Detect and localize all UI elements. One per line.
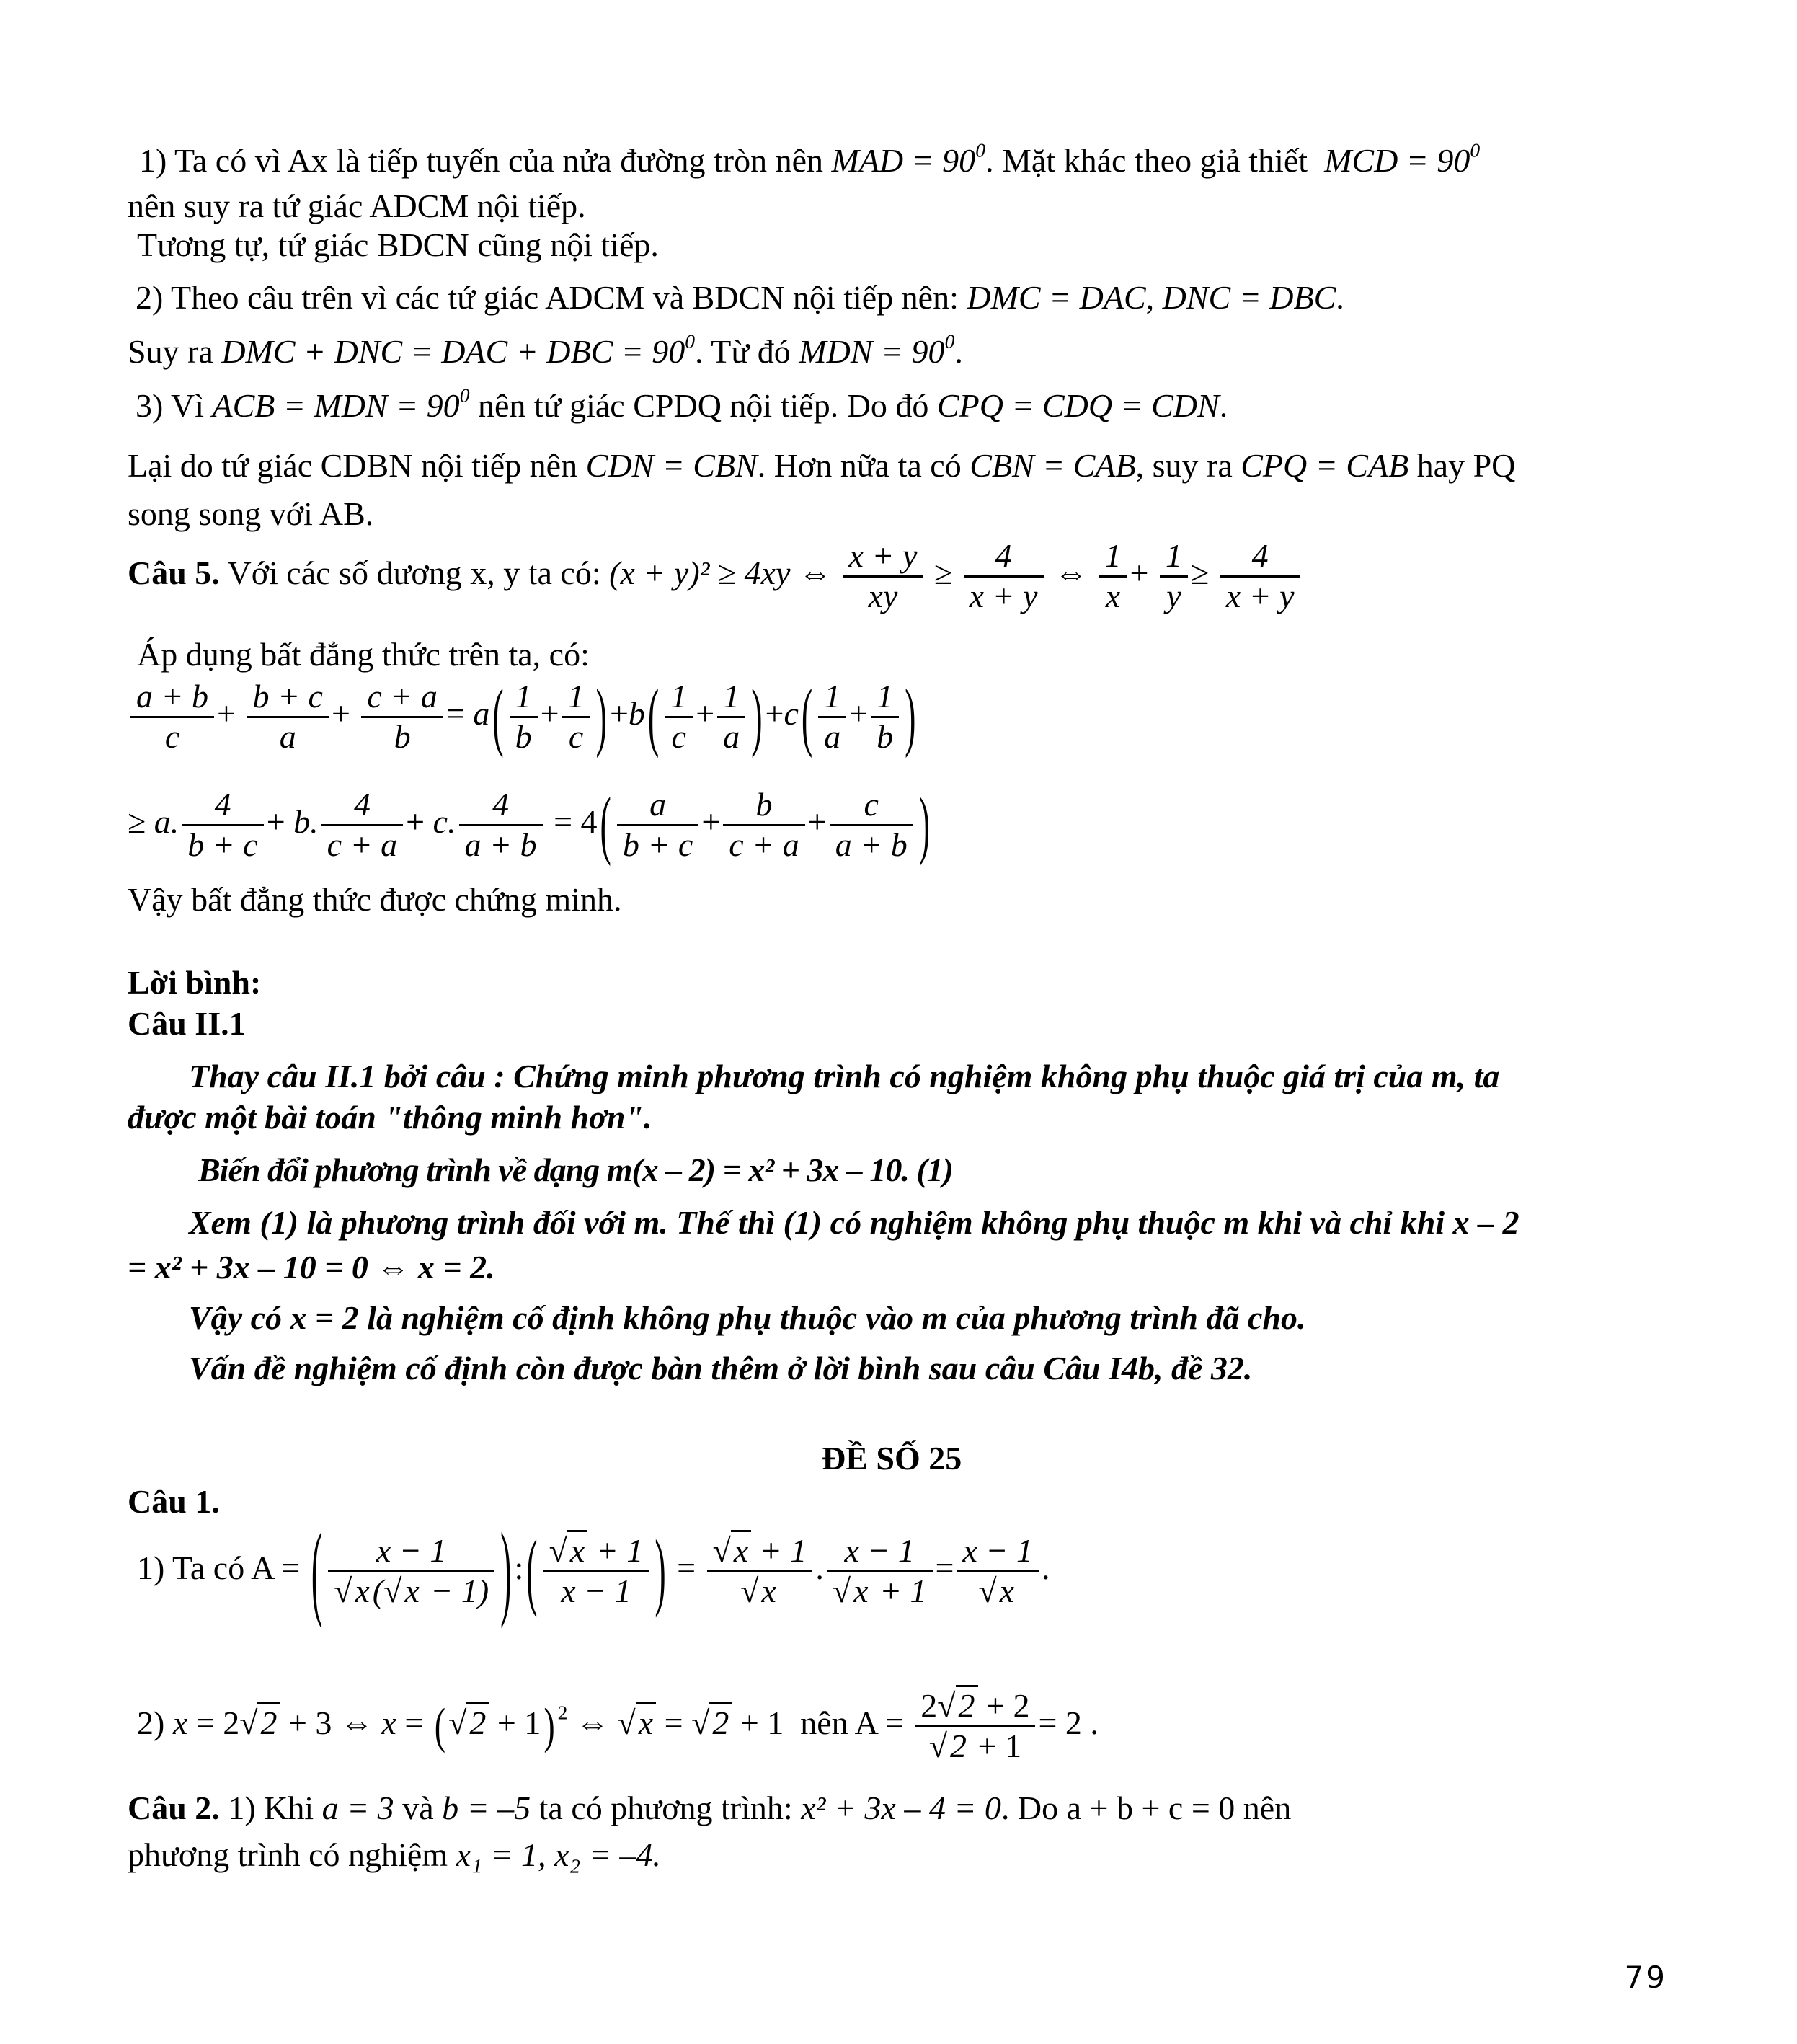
sol4-line-6: 3) Vì ACB = MDN = $90^0$ nên tứ giác CPDQ nội tiếp. Do đó CPQ = CDQ = CDN.	[136, 384, 1228, 424]
cau1-part2: 2) x = 2√2 + 3 ⇔ x = (√2 + 1) $^2$ ⇔ √x = √2 + 1 nên A = $\frac{2√2 + 2}{√2 + 1}$ = 2 .	[137, 1687, 1099, 1766]
iff-icon: ⇔	[799, 554, 833, 591]
cau1-part1: 1) Ta có A = ( $\frac{x - 1}{√x(√x - 1)}$ ):( $\frac{√x + 1}{x - 1}$ ) = $\frac{√x + 1}{√x}$ . $\frac{x - 1}{√x + 1}$ = $\frac{x - 1}{√x}$ .	[137, 1511, 1050, 1629]
loibinh-line-3: Biến đổi phương trình về dạng m(x – 2) = x² + 3x – 10. (1)	[198, 1151, 953, 1188]
sol4-line-3: Tương tự, tứ giác BDCN cũng nội tiếp.	[137, 226, 659, 263]
sol4-line-2: nên suy ra tứ giác ADCM nội tiếp.	[128, 187, 586, 224]
cau5-eq-1: $\frac{a + b}{c}$ + $\frac{b + c}{a}$ + $\frac{c + a}{b}$ = a( $\frac{1}{b}$ + $\frac{1}{c}$ )+b( $\frac{1}{c}$ + $\frac{1}{a}$ )+c( $\frac{1}{a}$ + $\frac{1}{b}$ )	[128, 678, 919, 756]
cau5-eq-2: ≥ a. $\frac{4}{b + c}$ + b. $\frac{4}{c + a}$ + c. $\frac{4}{a + b}$ = 4( $\frac{a}{b + c}$ + $\frac{b}{c + a}$ + $\frac{c}{a + b}$ )	[128, 782, 931, 867]
iff-icon: ⇔	[340, 1704, 373, 1741]
loibinh-line-1: Thay câu II.1 bởi câu : Chứng minh phương trình có nghiệm không phụ thuộc giá trị của m, ta	[189, 1058, 1500, 1094]
text: . Mặt khác theo giả thiết	[985, 142, 1308, 179]
sol4-line-5: Suy ra DMC + DNC = DAC + DBC = $90^0$. Từ đó MDN = $90^0$.	[128, 329, 963, 370]
loibinh-line-2: được một bài toán "thông minh hơn".	[128, 1099, 652, 1136]
iff-icon: ⇔	[1055, 554, 1088, 591]
loibinh-line-4: Xem (1) là phương trình đối với m. Thế thì (1) có nghiệm không phụ thuộc m khi và chỉ khi x – 2	[189, 1204, 1519, 1241]
loibinh-line-6: Vậy có x = 2 là nghiệm cố định không phụ thuộc vào m của phương trình đã cho.	[189, 1299, 1306, 1336]
cau5-apply: Áp dụng bất đẳng thức trên ta, có:	[137, 636, 590, 673]
sol4-line-8: song song với AB.	[128, 495, 374, 532]
math-mad: MAD = $90^0$	[831, 138, 985, 179]
loibinh-line-7: Vấn đề nghiệm cố định còn được bàn thêm ở lời bình sau câu Câu I4b, đề 32.	[189, 1350, 1253, 1386]
page-number: 79	[1624, 1960, 1667, 1995]
loibinh-title: Lời bình:	[128, 964, 262, 1001]
cau2-line-1: Câu 2. 1) Khi a = 3 và b = –5 ta có phương trình: x² + 3x – 4 = 0. Do a + b + c = 0 nên	[128, 1789, 1292, 1826]
math: MDN = $90^0$	[799, 329, 955, 370]
loibinh-subtitle: Câu II.1	[128, 1005, 246, 1042]
cau2-line-2: phương trình có nghiệm x₁ = 1, x₂ = –4.	[128, 1836, 661, 1873]
cau5-line-1: Câu 5. Với các số dương x, y ta có: (x + y)² ≥ 4xy ⇔ $\frac{x + y}{xy}$ ≥ $\frac{4}{x + y}$ ⇔ $\frac{1}{x}$ + $\frac{1}{y}$ ≥ $\frac{4}{x + y}$	[128, 537, 1303, 616]
math: (x + y)² ≥ 4xy	[609, 554, 791, 591]
math-mcd: MCD = $90^0$	[1324, 138, 1481, 179]
cau5-conclude: Vậy bất đẳng thức được chứng minh.	[128, 881, 622, 918]
section-title: ĐỀ SỐ 25	[822, 1440, 962, 1477]
cau5-label: Câu 5.	[128, 554, 220, 591]
math: CPQ = CDQ = CDN	[936, 387, 1220, 424]
math: DNC = DBC	[1162, 279, 1336, 316]
sol4-line-4: 2) Theo câu trên vì các tứ giác ADCM và BDCN nội tiếp nên: DMC = DAC, DNC = DBC.	[136, 279, 1344, 316]
cau2-label: Câu 2.	[128, 1789, 220, 1826]
math: ACB = MDN = $90^0$	[212, 384, 470, 424]
text: 1) Ta có vì Ax là tiếp tuyến của nửa đường tròn nên	[139, 142, 823, 179]
cau1-label: Câu 1.	[128, 1483, 220, 1520]
sol4-line-7: Lại do tứ giác CDBN nội tiếp nên CDN = CBN. Hơn nữa ta có CBN = CAB, suy ra CPQ = CAB hay PQ	[128, 447, 1516, 484]
loibinh-line-5: = x² + 3x – 10 = 0 ⇔ x = 2.	[128, 1249, 495, 1286]
math: DMC + DNC = DAC + DBC = $90^0$	[221, 329, 696, 370]
math: DMC = DAC	[967, 279, 1146, 316]
sol4-line-1	[139, 138, 1481, 180]
iff-icon: ⇔	[575, 1704, 609, 1741]
